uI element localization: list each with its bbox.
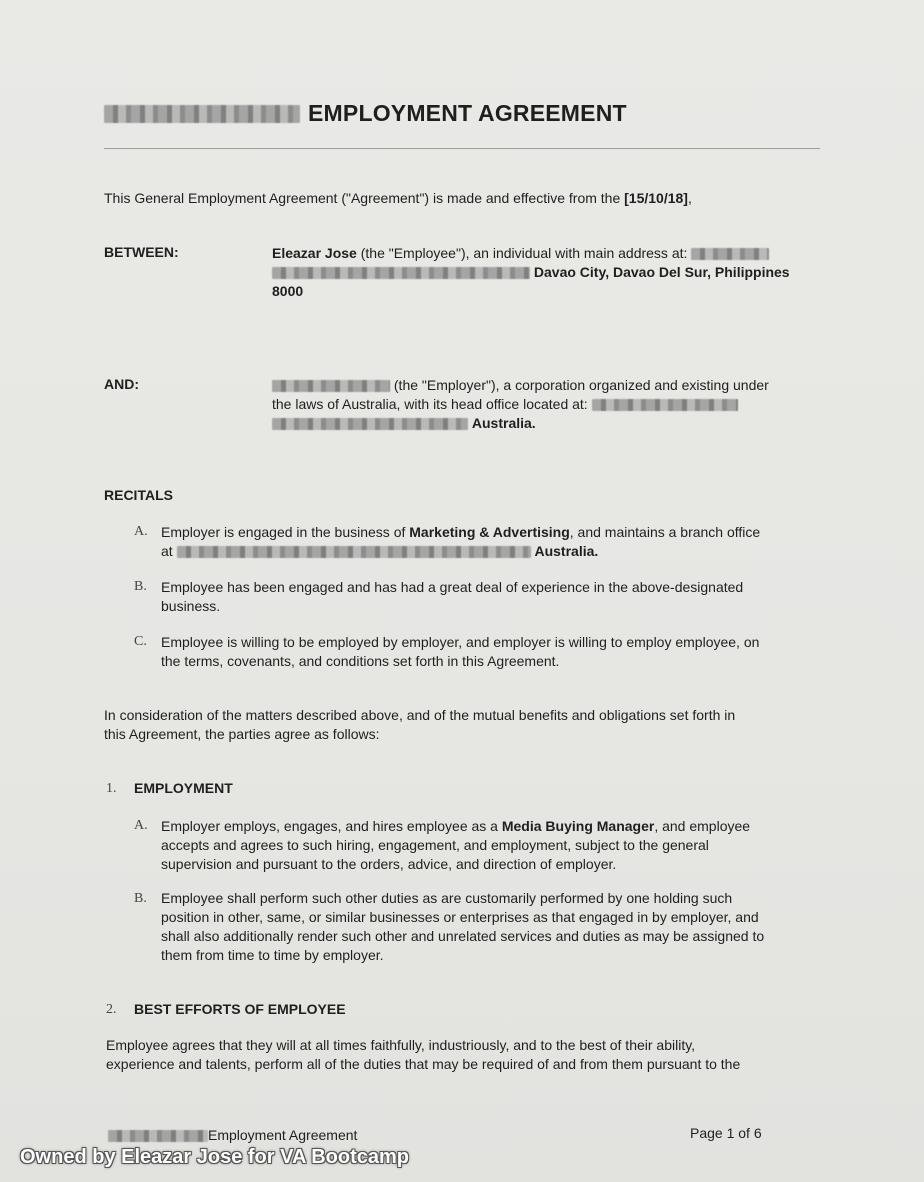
recital-a: Employer is engaged in the business of Marketing & Advertising, and maintains a branch office at Australia. xyxy=(161,524,761,559)
effective-date: [15/10/18] xyxy=(624,190,688,206)
redacted-employer-name xyxy=(272,380,390,392)
footer-document-name: Employment Agreement xyxy=(108,1127,357,1143)
section-1-heading: EMPLOYMENT xyxy=(134,780,233,796)
intro-paragraph: This General Employment Agreement ("Agreement") is made and effective from the [15/10/18], xyxy=(104,190,692,206)
employer-party: (the "Employer"), a corporation organized and existing under the laws of Australia, with its head office located at: Australia. xyxy=(272,377,769,431)
section-2-heading: BEST EFFORTS OF EMPLOYEE xyxy=(134,1001,346,1017)
between-label: BETWEEN: xyxy=(104,244,179,260)
section-2-paragraph: Employee agrees that they will at all times faithfully, industriously, and to the best of their ability, experience and talents, perform all of the duties that may be required of and from them pursuant to the xyxy=(106,1037,741,1072)
consideration-paragraph: In consideration of the matters described above, and of the mutual benefits and obligations set forth in this Agreement, the parties agree as follows: xyxy=(104,707,736,742)
section-1-number: 1. xyxy=(106,781,117,796)
clause-1b-letter: B. xyxy=(134,891,147,906)
employee-party: Eleazar Jose (the "Employee"), an individual with main address at: Davao City, Davao Del Sur, Philippines 8000 xyxy=(272,245,790,299)
redacted-address xyxy=(272,418,468,430)
and-label: AND: xyxy=(104,376,139,392)
watermark: Owned by Eleazar Jose for VA Bootcamp xyxy=(20,1146,409,1168)
redacted-company-name xyxy=(108,1130,208,1142)
clause-1b: Employee shall perform such other duties as are customarily performed by one holding such position in other, same, or similar businesses or enterprises as that engaged in by employer, and shall also additionally render such other and unrelated services and duties as may be assigned to them from time to time by employer. xyxy=(161,890,765,963)
redacted-company-name xyxy=(104,105,300,123)
document-title: EMPLOYMENT AGREEMENT xyxy=(104,100,627,127)
redacted-address xyxy=(691,248,769,260)
employee-name: Eleazar Jose xyxy=(272,245,357,261)
title-divider xyxy=(104,148,820,149)
recital-a-letter: A. xyxy=(134,524,148,539)
recital-b: Employee has been engaged and has had a great deal of experience in the above-designated business. xyxy=(161,579,744,614)
clause-1a: Employer employs, engages, and hires employee as a Media Buying Manager, and employee accepts and agrees to such hiring, engagement, and employment, subject to the general supervision and pursuant to the orders, advice, and direction of employer. xyxy=(161,818,751,872)
job-title: Media Buying Manager xyxy=(501,818,655,834)
footer-page-number: Page 1 of 6 xyxy=(690,1125,762,1141)
redacted-address xyxy=(592,399,738,411)
section-2-number: 2. xyxy=(106,1002,117,1017)
redacted-address xyxy=(177,546,531,558)
recital-b-letter: B. xyxy=(134,579,147,594)
recitals-heading: RECITALS xyxy=(104,487,173,503)
clause-1a-letter: A. xyxy=(134,818,148,833)
recital-c-letter: C. xyxy=(134,634,147,649)
recital-c: Employee is willing to be employed by employer, and employer is willing to employ employee, on the terms, covenants, and conditions set forth in this Agreement. xyxy=(161,634,760,669)
redacted-address xyxy=(272,267,530,279)
